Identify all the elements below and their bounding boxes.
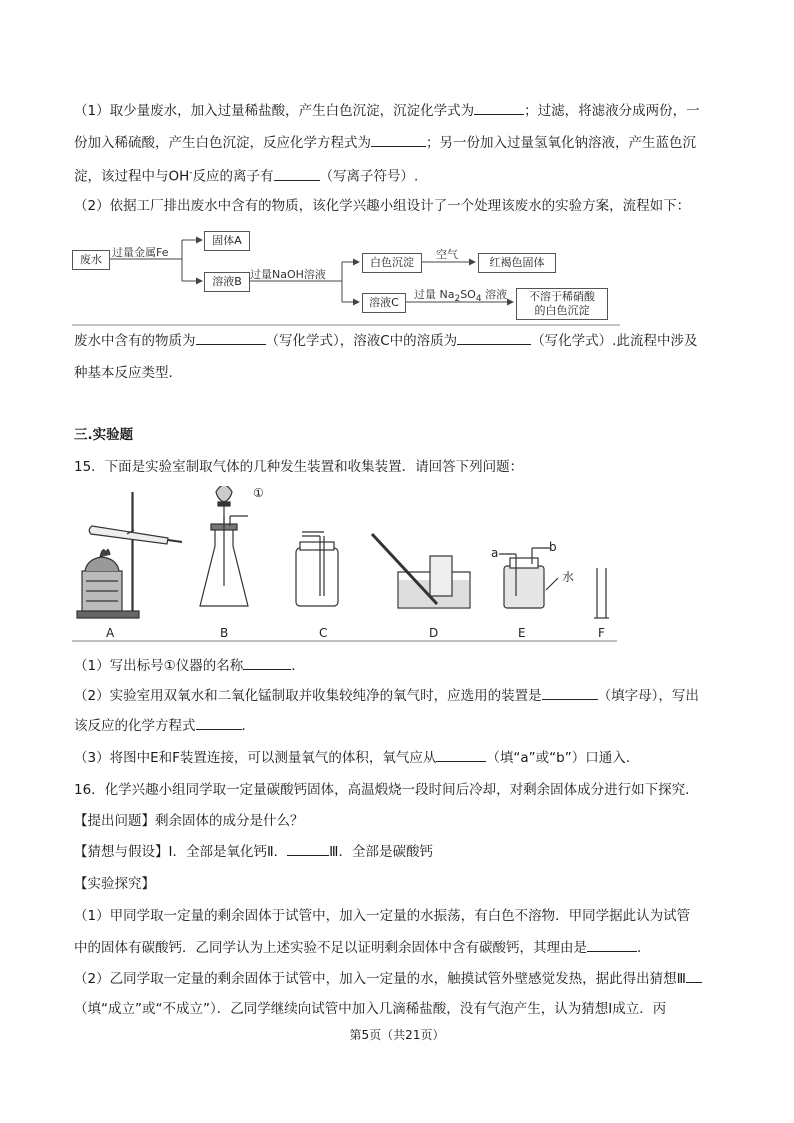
water-label: 水 <box>562 570 575 584</box>
answer-blank[interactable] <box>243 657 291 670</box>
label-d: D <box>429 626 439 640</box>
q14-p2-line1-text: （2）依据工厂排出废水中含有的物质，该化学兴趣小组设计了一个处理该废水的实验方案，流程如下： <box>74 198 691 214</box>
q14-p2-line3 <box>74 363 173 383</box>
label-e: E <box>518 626 526 640</box>
q14-p2-line2-end: （写化学式）.此流程中涉及 <box>531 333 698 349</box>
q14-p1-line3-text: 淀，该过程中与OH <box>74 168 190 185</box>
mark-b: b <box>549 540 557 554</box>
q16-p1-line2: 中的固体有碳酸钙．乙同学认为上述实验不足以证明剩余固体中含有碳酸钙，其理由是 . <box>74 940 642 956</box>
flowchart <box>72 226 620 326</box>
answer-blank[interactable] <box>371 134 426 147</box>
q14-p1-line1 <box>74 101 700 121</box>
q14-p1-line2 <box>74 133 696 153</box>
insoluble-box: 不溶于稀硝酸 的白色沉淀 <box>516 288 608 320</box>
answer-blank[interactable] <box>474 102 524 115</box>
answer-blank[interactable] <box>196 717 242 730</box>
air-label: 空气 <box>436 248 458 261</box>
label-f: F <box>598 626 605 640</box>
solution-b-box: 溶液B <box>204 272 250 292</box>
apparatus-drawing <box>72 486 617 646</box>
q14-p2-line2-mid: （写化学式），溶液C中的溶质为 <box>265 333 458 349</box>
q16-explore: 【实验探究】 <box>74 876 155 892</box>
answer-blank[interactable] <box>287 843 329 856</box>
mark-a: a <box>491 546 499 560</box>
apparatus-figure <box>72 486 617 646</box>
q16-hypothesis: 【猜想与假设】Ⅰ．全部是氧化钙Ⅱ． Ⅲ．全部是碳酸钙 <box>74 844 433 860</box>
q14-p1-line3-end: （写离子符号）. <box>319 168 419 185</box>
q16-stem: 16．化学兴趣小组同学取一定量碳酸钙固体，高温煅烧一段时间后冷却，对剩余固体成分进行如下探究. <box>74 782 690 798</box>
white-ppt-box: 白色沉淀 <box>362 253 422 273</box>
q16-p2-line2: （填“成立”或“不成立”）．乙同学继续向试管中加入几滴稀盐酸，没有气泡产生，认为猜想Ⅰ成立．丙 <box>74 1001 667 1017</box>
waste-box: 废水 <box>72 250 110 270</box>
solution-c-box: 溶液C <box>362 293 406 313</box>
q14-p1-line3 <box>74 163 418 187</box>
section-title: 三.实验题 <box>74 427 134 443</box>
q14-p1-line1-text: （1）取少量废水，加入过量稀盐酸，产生白色沉淀，沉淀化学式为 <box>74 103 475 119</box>
answer-blank[interactable] <box>587 939 637 952</box>
q14-p1-line3-mid: 反应的离子有 <box>192 168 274 185</box>
red-brown-box: 红褐色固体 <box>478 253 556 273</box>
add-naoh-label: 过量NaOH溶液 <box>250 268 326 281</box>
superscript: - <box>189 168 193 178</box>
answer-blank[interactable] <box>686 970 702 983</box>
q15-stem: 15．下面是实验室制取气体的几种发生装置和收集装置．请回答下列问题： <box>74 459 524 475</box>
q14-p1-line2-text: 份加入稀硫酸，产生白色沉淀，反应化学方程式为 <box>74 135 371 151</box>
answer-blank[interactable] <box>457 332 531 345</box>
q16-question: 【提出问题】剩余固体的成分是什么？ <box>74 813 304 829</box>
q14-p2-line1 <box>74 196 690 216</box>
answer-blank[interactable] <box>196 332 266 345</box>
q16-p1-line1: （1）甲同学取一定量的剩余固体于试管中，加入一定量的水振荡，有白色不溶物．甲同学据此认为试管 <box>74 908 691 924</box>
answer-blank[interactable] <box>542 687 598 700</box>
q14-p2-line2 <box>74 331 697 351</box>
q14-p2-line3-text: 种基本反应类型. <box>74 365 173 381</box>
q14-p1-line1-end: ；过滤，将滤液分成两份，一 <box>524 103 700 119</box>
q15-p2-line1: （2）实验室用双氧水和二氧化锰制取并收集较纯净的氧气时，应选用的装置是 （填字母），写出 <box>74 688 699 704</box>
q15-p3: （3）将图中E和F装置连接，可以测量氧气的体积，氧气应从 （填“a”或“b”）口通入. <box>74 750 630 766</box>
solid-a-box: 固体A <box>204 231 250 251</box>
add-na2so4-label: 过量 $Na_2SO_4$ 溶液 <box>414 288 508 305</box>
answer-blank[interactable] <box>436 749 486 762</box>
q15-p2-line2: 该反应的化学方程式 . <box>74 718 246 734</box>
add-fe-label: 过量金属Fe <box>112 246 169 259</box>
answer-blank[interactable] <box>274 168 320 181</box>
mark-1: ① <box>253 486 264 500</box>
label-b: B <box>220 626 229 640</box>
label-c: C <box>319 626 328 640</box>
q14-p2-line2-start: 废水中含有的物质为 <box>74 333 196 349</box>
label-a: A <box>106 626 115 640</box>
q15-p1: （1）写出标号①仪器的名称 . <box>74 658 296 674</box>
page-footer: 第5页（共21页） <box>349 1028 445 1042</box>
q14-p1-line2-end: ；另一份加入过量氢氧化钠溶液，产生蓝色沉 <box>426 135 696 151</box>
q16-p2-line1: （2）乙同学取一定量的剩余固体于试管中，加入一定量的水，触摸试管外壁感觉发热，据此得出猜想Ⅲ <box>74 969 702 989</box>
